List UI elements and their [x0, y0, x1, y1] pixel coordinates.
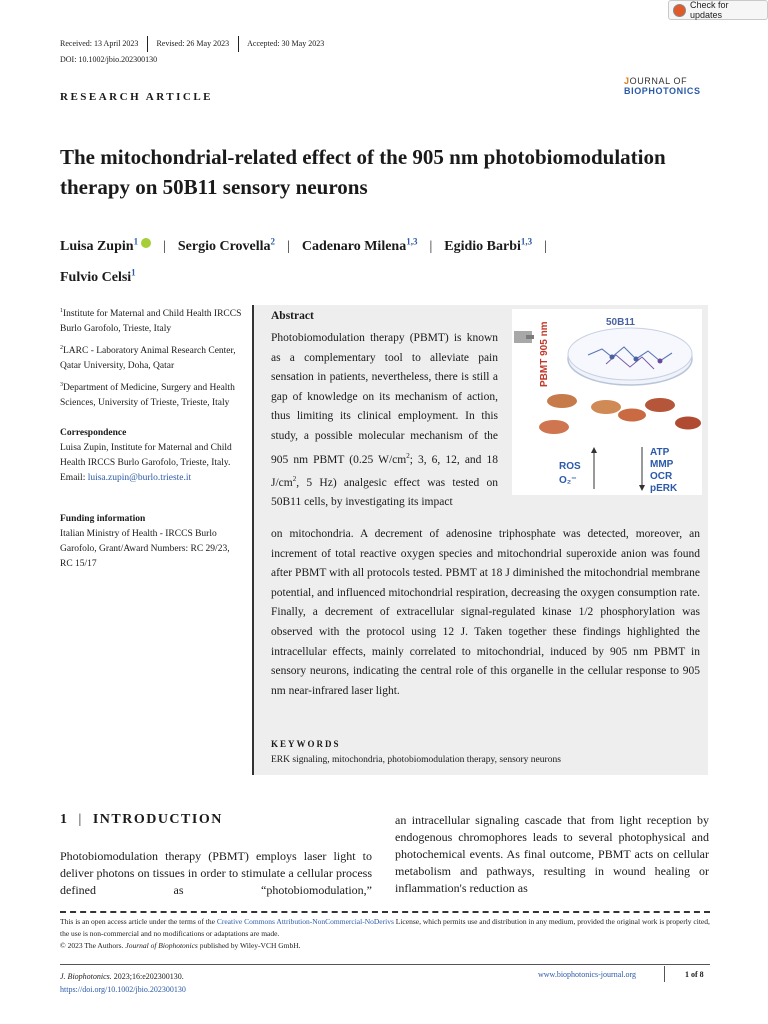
introduction-text-left: Photobiomodulation therapy (PBMT) employs laser light to deliver photons on tissues in order to stimulate a cellular process defined as “photobiomodulation,”	[60, 849, 372, 897]
footer-separator	[664, 966, 665, 982]
section-title: INTRODUCTION	[92, 812, 223, 827]
check-for-updates-button[interactable]	[668, 0, 768, 20]
author-separator: |	[287, 238, 290, 254]
graphical-abstract-figure	[512, 309, 702, 495]
keywords-list: ERK signaling, mitochondria, photobiomodulation therapy, sensory neurons	[271, 755, 561, 765]
introduction-heading: 1 | INTRODUCTION	[60, 812, 223, 827]
author-separator: |	[544, 238, 547, 254]
revised-date: Revised: 26 May 2023	[147, 36, 238, 52]
introduction-text-right: an intracellular signaling cascade that from light reception by endogenous chromophores leads to several photophysical and photochemical events. As final outcome, PBMT acts on cellular metabolism and pathways, resulting in wound healing or inflammation's reduction as	[395, 813, 709, 895]
author-separator: |	[163, 238, 166, 254]
author-affiliation-sup: 1,3	[520, 236, 533, 246]
license-notice: This is an open access article under the terms of the Creative Commons Attribution-NonCommercial-NoDerivs License, which permits use and distribution in any medium, provided the original work is properly cited, the use is non-commercial and no modifications or adaptations are made. © 2023 The Authors. Journal of Biophotonics published by Wiley-VCH GmbH.	[60, 917, 710, 950]
abstract-heading: Abstract	[271, 310, 314, 322]
orcid-icon[interactable]	[141, 238, 151, 248]
journal-logo-line2	[624, 86, 714, 96]
author-list	[60, 228, 710, 291]
journal-website-link[interactable]: www.biophotonics-journal.org	[538, 970, 636, 979]
author-affiliation-sup: 1	[131, 267, 136, 278]
funding-heading: Funding information	[60, 514, 146, 524]
author-name: Luisa Zupin$^1$	[60, 239, 151, 254]
page-number: 1 of 8	[685, 970, 704, 979]
footer-divider	[60, 964, 710, 965]
license-divider	[60, 911, 710, 913]
email-label: Email:	[60, 473, 86, 483]
affiliation-item: $^3$Department of Medicine, Surgery and Health Sciences, University of Trieste, Trieste, Italy	[60, 382, 235, 409]
correspondence-text: Luisa Zupin, Institute for Maternal and Child Health IRCCS Burlo Garofolo, Trieste, Italy.	[60, 443, 232, 468]
increase-label-ros: ROS	[559, 461, 581, 472]
cell-line-label: 50B11	[606, 317, 635, 328]
correspondence-heading: Correspondence	[60, 428, 127, 438]
article-dates	[60, 36, 333, 52]
author-affiliation-sup: 1,3	[406, 236, 418, 246]
abstract-text-column: Photobiomodulation therapy (PBMT) is known as a complementary tool to alleviate pain sensation in patients, nevertheless, there is still a gap of knowledge on its mechanism of action, thus limiting its clinical employment. In this study, a possible molecular mechanism of the 905 nm PBMT (0.25 $W/cm^2$; 3, 6, 12, and 18 $J/cm^2$, 5 Hz) analgesic effect was tested on 50B11 cells, by investigating its impact	[271, 332, 498, 509]
decrease-label-ocr: OCR	[650, 471, 673, 482]
journal-logo	[624, 76, 714, 96]
keywords-heading: KEYWORDS	[271, 739, 341, 749]
license-link[interactable]: Creative Commons Attribution-NonCommercial-NoDerivs	[216, 917, 394, 926]
author-name: Fulvio Celsi$^1$	[60, 267, 136, 286]
received-date: Received: 13 April 2023	[60, 39, 139, 48]
footer-citation: J. Biophotonics. 2023;16:e202300130. https://doi.org/10.1002/jbio.202300130	[60, 972, 186, 994]
laser-label: PBMT 905 nm	[539, 321, 550, 387]
journal-logo-line1-rest: OURNAL OF	[629, 76, 688, 86]
increase-label-superoxide: O₂⁻	[559, 475, 577, 486]
decrease-label-perk: pERK	[650, 483, 678, 494]
article-title: The mitochondrial-related effect of the 905 nm photobiomodulation therapy on 50B11 sensory neurons	[60, 145, 666, 199]
affiliation-item: $^1$Institute for Maternal and Child Health IRCCS Burlo Garofolo, Trieste, Italy	[60, 308, 242, 335]
section-number: 1	[60, 812, 69, 827]
correspondence	[60, 426, 242, 486]
author-affiliation-sup: 1	[133, 236, 139, 246]
doi-link[interactable]: https://doi.org/10.1002/jbio.202300130	[60, 985, 186, 994]
funding-text: Italian Ministry of Health - IRCCS Burlo Garofolo, Grant/Award Numbers: RC 29/23, RC 15/17	[60, 529, 230, 569]
correspondence-email-line	[60, 471, 242, 486]
author-separator: |	[429, 238, 433, 254]
mitochondria-icons	[539, 394, 701, 434]
check-for-updates-label: Check for updates	[690, 0, 729, 20]
author-affiliation-sup: 2	[270, 236, 276, 246]
accepted-date: Accepted: 30 May 2023	[238, 36, 333, 52]
author-name: Sergio Crovella$^2$	[177, 236, 276, 254]
author-name: Egidio Barbi$^{1,3}$	[444, 236, 533, 254]
section-label: RESEARCH ARTICLE	[60, 91, 214, 103]
journal-logo-line1: JOURNAL OF	[624, 76, 688, 86]
affiliations	[60, 304, 242, 415]
decrease-label-mmp: MMP	[650, 459, 674, 470]
abstract-text-full: on mitochondria. A decrement of adenosine triphosphate was detected, moreover, an increment of total reactive oxygen species and mitochondrial superoxide anion was found after PBMT with all protocols tested. PBMT at 18 J diminished the mitochondrial membrane potential, and influenced mitochondrial respiration, decreasing the oxygen consumption rate. Finally, a decrement of extracellular signal-regulated kinase 1/2 phosphorylation was observed with the protocol using 12 J. Taken together these findings highlighted the intracellular effects, mainly correlated to mitochondrial, induced by 905 nm PBMT in sensory neurons, indicating the central role of this organelle in the cellular response to 905 nm near-infrared laser light.	[271, 528, 700, 697]
article-doi: DOI: 10.1002/jbio.202300130	[60, 55, 158, 64]
author-name: Cadenaro Milena$^{1,3}$	[301, 236, 418, 254]
email-link[interactable]: luisa.zupin@burlo.trieste.it	[87, 473, 192, 483]
decrease-label-atp: ATP	[650, 447, 670, 458]
affiliation-item: $^2$LARC - Laboratory Animal Research Center, Qatar University, Doha, Qatar	[60, 345, 236, 372]
funding-information	[60, 512, 242, 572]
journal-logo-line2-text: BIOPHOTONICS	[624, 86, 701, 96]
crossmark-icon	[673, 4, 686, 17]
